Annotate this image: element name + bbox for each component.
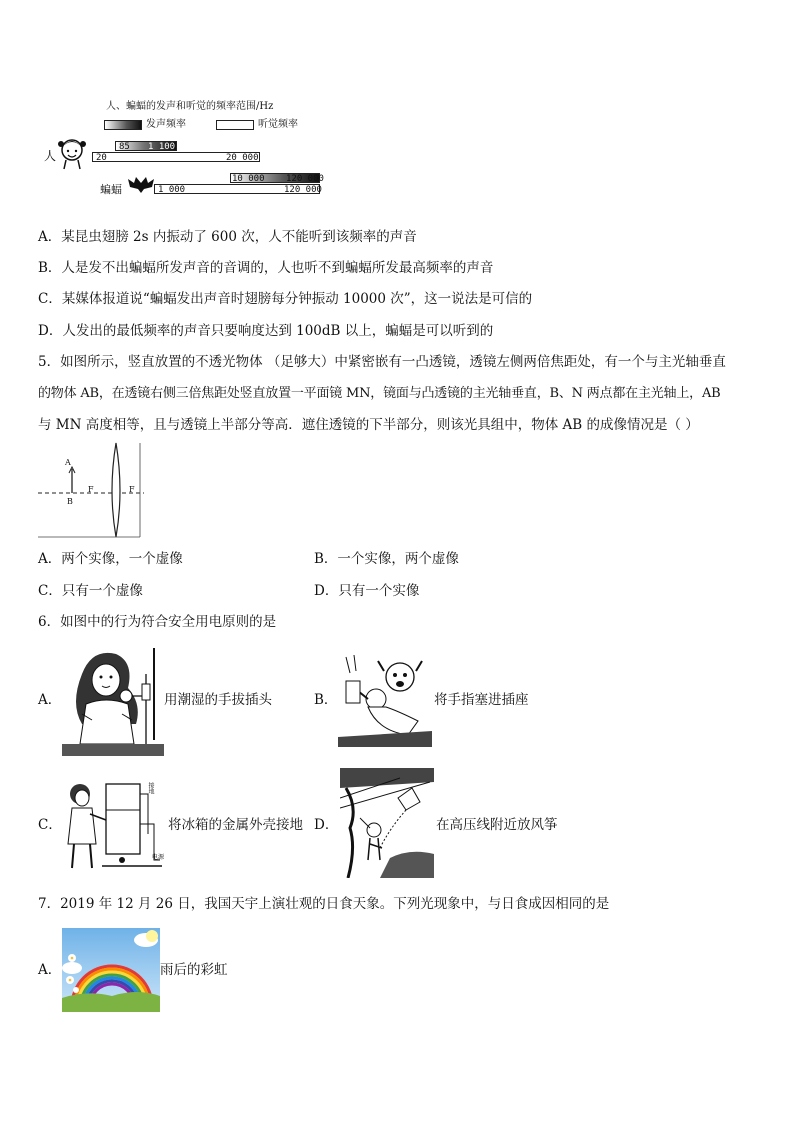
bat-icon (126, 175, 156, 195)
human-hear-min: 20 (96, 153, 107, 163)
q6-option-a-letter: A． (38, 692, 62, 708)
q4-option-d: D．人发出的最低频率的声音只要响度达到 100dB 以上，蝙蝠是可以听到的 (38, 323, 494, 339)
bat-emit-max: 120 000 (286, 174, 324, 184)
rainbow-illustration (62, 928, 160, 1012)
label-f-left: F (88, 485, 94, 494)
human-emit-max: 1 100 (148, 142, 176, 152)
q5-lens-figure (36, 441, 146, 539)
chart-title: 人、蝙蝠的发声和听觉的频率范围/Hz (106, 101, 274, 112)
fridge-power-label: 电源 (152, 854, 165, 861)
human-hear-max: 20 000 (226, 153, 259, 163)
q5-option-c: C．只有一个虚像 (38, 583, 143, 599)
wet-hand-plug-illustration (62, 644, 164, 756)
bat-label: 蝙蝠 (100, 183, 122, 196)
q5-option-d: D．只有一个实像 (314, 583, 420, 599)
q5-stem-line3: 与 MN 高度相等，且与透镜上半部分等高．遮住透镜的下半部分，则该光具组中，物体 AB 的成像情况是（ ） (38, 417, 699, 433)
q4-option-c: C．某媒体报道说“蝙蝠发出声音时翅膀每分钟振动 10000 次”，这一说法是可信的 (38, 291, 533, 307)
q5-stem-line1: 5．如图所示，竖直放置的不透光物体 （足够大）中紧密嵌有一凸透镜，透镜左侧两倍焦距处，有一个与主光轴垂直 (38, 354, 726, 370)
label-f-right: F (129, 485, 135, 494)
q6-option-b-letter: B． (314, 692, 338, 708)
human-figure-icon (58, 136, 86, 170)
bat-hear-max: 120 000 (284, 185, 322, 195)
q7-option-a-text: 雨后的彩虹 (160, 962, 228, 978)
q5-stem-line2: 的物体 AB，在透镜右侧三倍焦距处竖直放置一平面镜 MN，镜面与凸透镜的主光轴垂直，B、N 两点都在主光轴上，AB (38, 386, 721, 401)
q6-option-a-text: 用潮湿的手拔插头 (164, 692, 272, 708)
label-a: A (65, 458, 71, 467)
human-emit-min: 85 (119, 142, 130, 152)
q6-option-d-text: 在高压线附近放风筝 (436, 817, 558, 833)
label-b: B (67, 497, 73, 506)
q6-option-c-letter: C． (38, 817, 62, 833)
legend-hear-label: 听觉频率 (258, 119, 298, 130)
legend-emit-label: 发声频率 (146, 119, 186, 130)
q7-option-a-letter: A． (38, 962, 62, 978)
q7-stem: 7．2019 年 12 月 26 日，我国天宇上演壮观的日食天象。下列光现象中，与日食成因相同的是 (38, 896, 610, 912)
frequency-chart (40, 96, 340, 202)
q5-option-b: B．一个实像，两个虚像 (314, 551, 459, 567)
q4-option-a: A．某昆虫翅膀 2s 内振动了 600 次，人不能听到该频率的声音 (38, 229, 417, 245)
q6-option-c-text: 将冰箱的金属外壳接地 (168, 817, 303, 833)
bat-emit-min: 10 000 (232, 174, 265, 184)
q6-option-b-text: 将手指塞进插座 (434, 692, 529, 708)
fridge-ground-label: 接地 (147, 782, 154, 794)
q6-option-d-letter: D． (314, 817, 339, 833)
q4-option-b: B．人是发不出蝙蝠所发声音的音调的，人也听不到蝙蝠所发最高频率的声音 (38, 260, 494, 276)
bat-hear-min: 1 000 (158, 185, 186, 195)
q6-stem: 6．如图中的行为符合安全用电原则的是 (38, 614, 277, 630)
human-label: 人 (44, 149, 57, 163)
legend-emit-swatch (104, 120, 142, 130)
finger-socket-illustration (338, 651, 432, 747)
legend-hear-swatch (216, 120, 254, 130)
q5-option-a: A．两个实像，一个虚像 (38, 551, 183, 567)
kite-power-line-illustration (340, 768, 434, 878)
